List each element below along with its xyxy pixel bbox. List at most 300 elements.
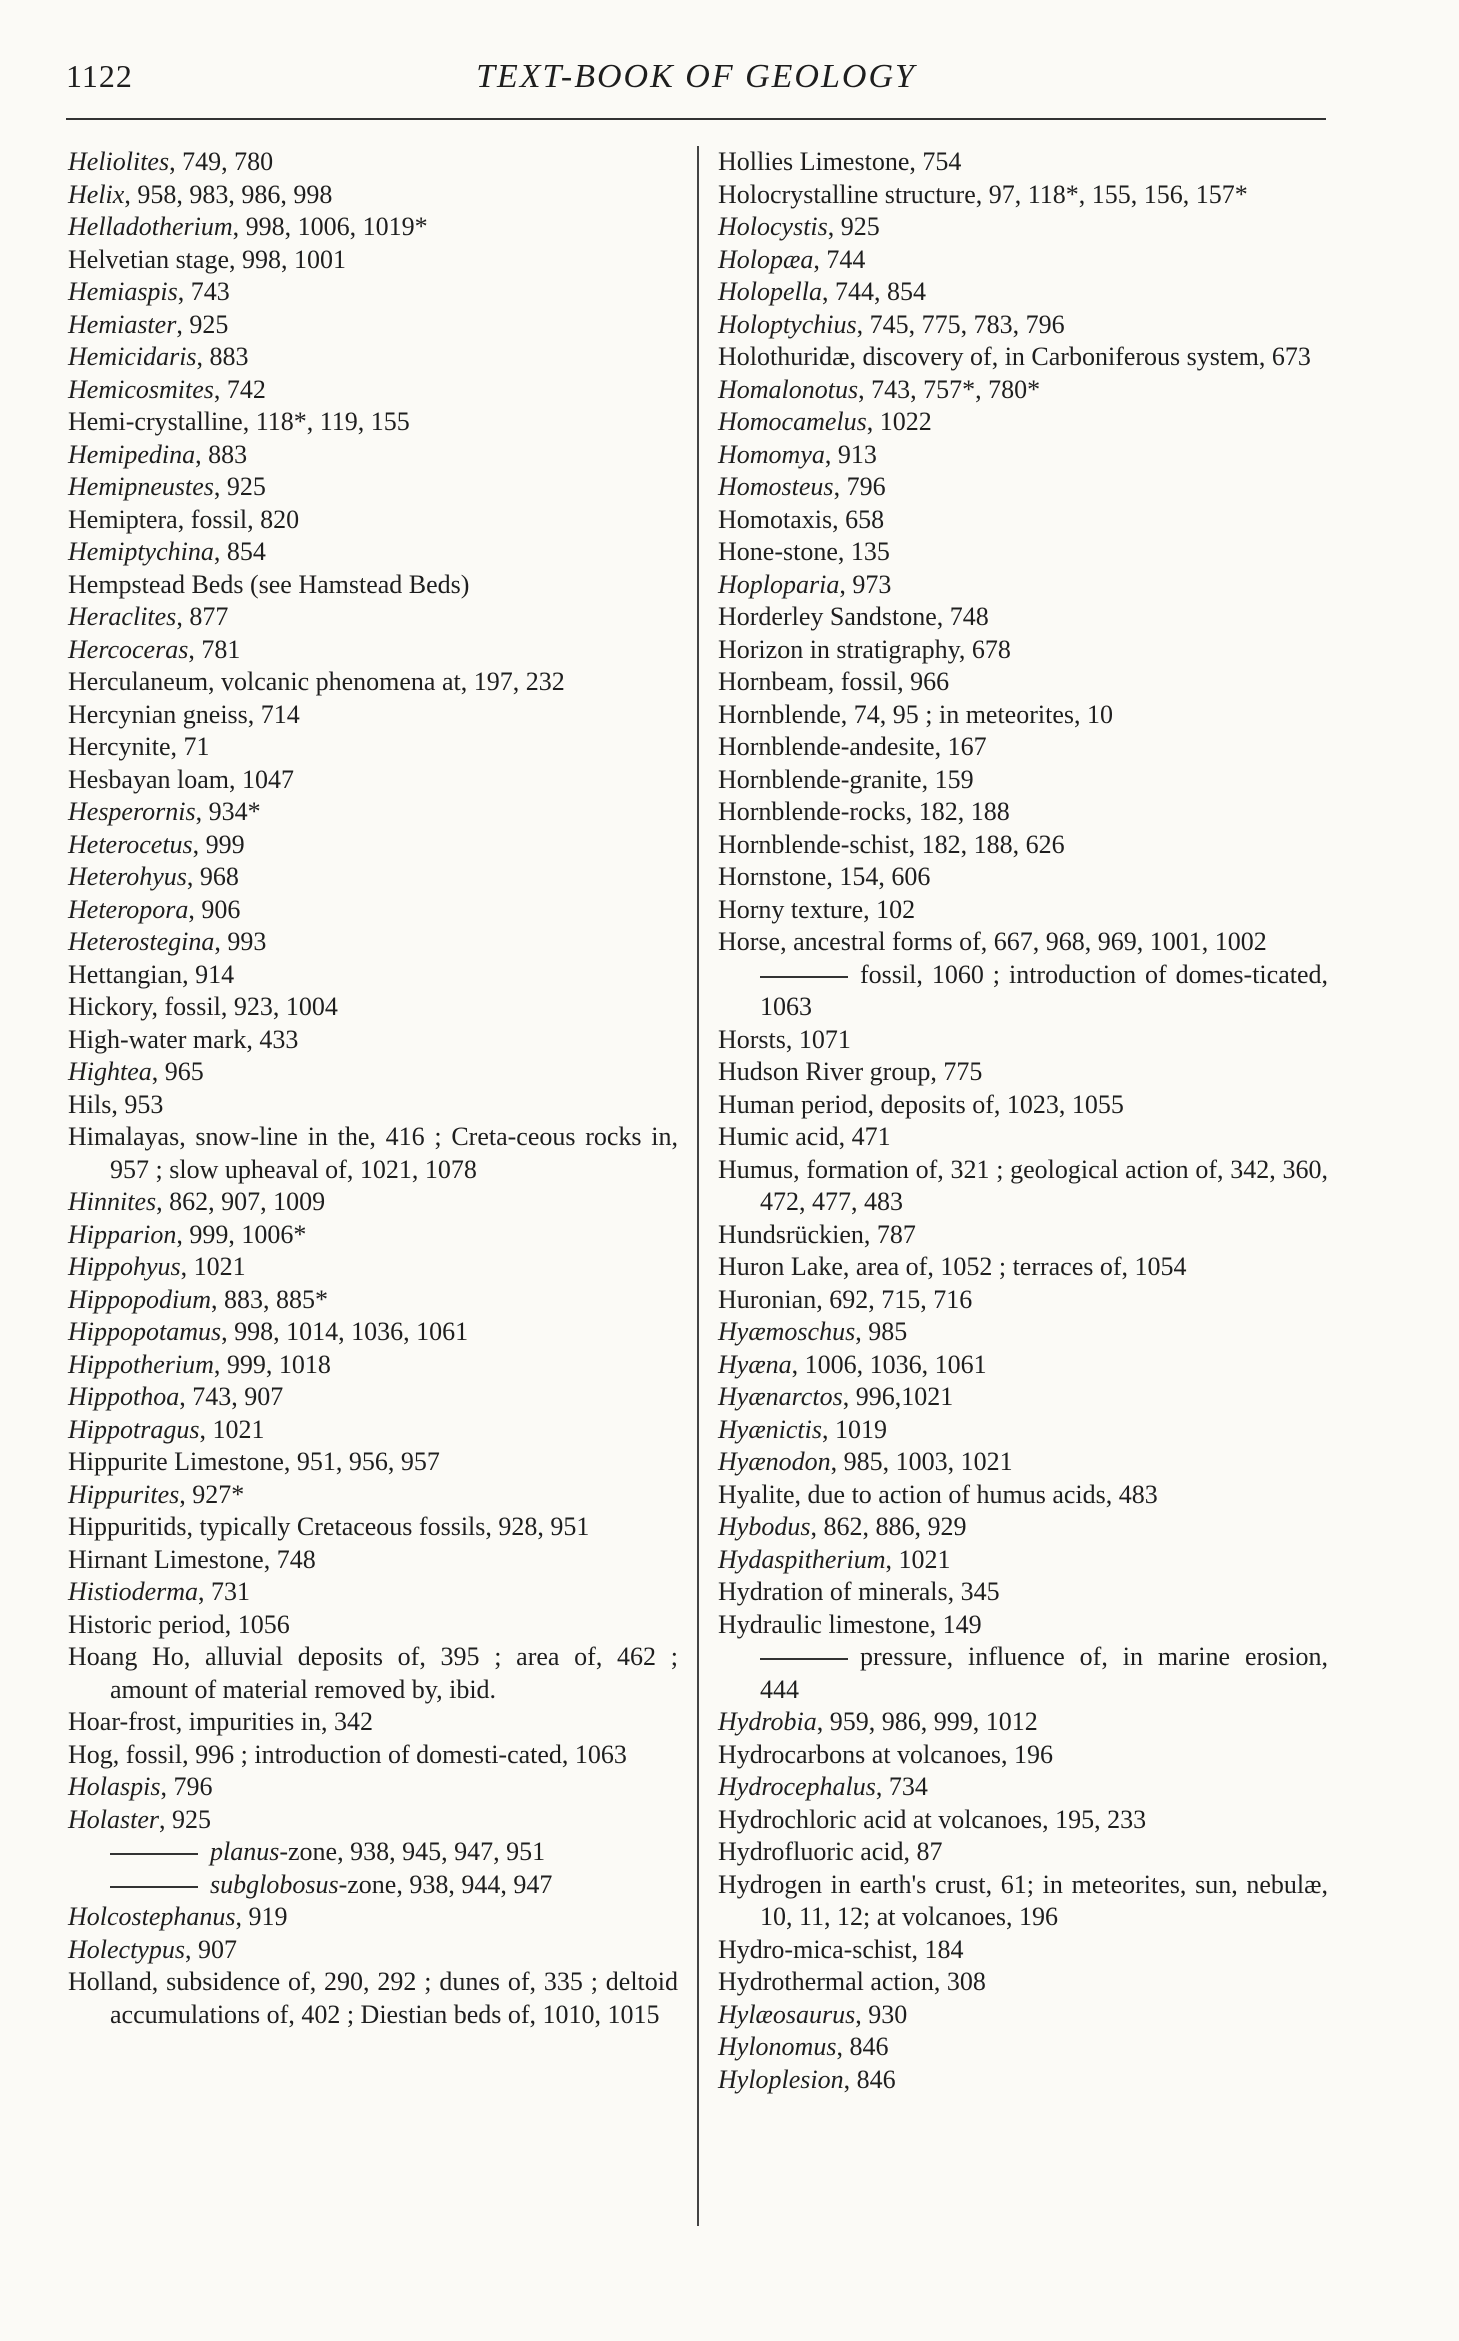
index-references: , 182, 188 xyxy=(905,797,1010,826)
index-entry xyxy=(68,1089,678,1122)
index-term: Hornblende xyxy=(718,699,841,729)
index-references: , 71 xyxy=(170,732,210,761)
index-term: Human period xyxy=(718,1089,868,1119)
index-entry xyxy=(718,504,1328,537)
index-entry xyxy=(718,796,1328,829)
index-entry xyxy=(718,276,1328,309)
index-term: Hydrobia xyxy=(718,1707,817,1736)
index-entry xyxy=(718,179,1328,212)
index-references: , 433 xyxy=(246,1024,299,1054)
index-term: Hippuritids xyxy=(68,1512,187,1541)
index-term: Hippopotamus xyxy=(68,1317,222,1346)
index-entry xyxy=(68,1284,678,1317)
index-term: Hippopodium xyxy=(68,1284,211,1314)
index-term: Hoang Ho xyxy=(68,1642,184,1671)
index-entry xyxy=(718,1316,1328,1349)
index-entry xyxy=(718,1284,1328,1317)
index-entry xyxy=(718,1154,1328,1219)
repeat-dash xyxy=(110,1886,198,1888)
header-rule xyxy=(66,118,1326,120)
index-term: Heraclites xyxy=(68,602,177,631)
index-entry xyxy=(718,1999,1328,2032)
index-entry xyxy=(718,829,1328,862)
index-entry xyxy=(68,1381,678,1414)
index-term: Huronian xyxy=(718,1284,817,1314)
index-references: , 934* xyxy=(195,797,261,826)
index-entry xyxy=(68,1739,678,1772)
index-term: Humus xyxy=(718,1154,794,1184)
index-entry xyxy=(68,244,678,277)
index-entry xyxy=(718,244,1328,277)
index-entry xyxy=(68,1706,678,1739)
index-entry xyxy=(68,1544,678,1577)
index-references: , 959, 986, 999, 1012 xyxy=(816,1707,1038,1736)
index-term: Holocystis xyxy=(718,212,828,241)
index-entry xyxy=(718,1511,1328,1544)
index-references: , 345 xyxy=(947,1577,1000,1606)
index-term: Hettangian xyxy=(68,959,183,989)
index-entry xyxy=(718,309,1328,342)
index-entry xyxy=(718,894,1328,927)
index-references: , 692, 715, 716 xyxy=(816,1284,973,1314)
index-term: Hollies Limestone xyxy=(718,147,910,176)
index-term: Hesperornis xyxy=(68,797,196,826)
index-references: , fossil, 996 ; introduction of domesti-cated, 1063 xyxy=(112,1739,627,1769)
index-term: Homosteus xyxy=(718,472,834,501)
index-entry xyxy=(718,666,1328,699)
index-term: Helladotherium xyxy=(68,212,233,241)
index-references: , 744 xyxy=(813,244,866,274)
index-entry xyxy=(718,1966,1328,1999)
index-entry xyxy=(718,1219,1328,1252)
index-entry xyxy=(718,439,1328,472)
index-entry xyxy=(68,146,678,179)
index-entry xyxy=(718,1349,1328,1382)
index-references: , 754 xyxy=(909,147,962,176)
index-entry xyxy=(68,211,678,244)
index-term: Hog xyxy=(68,1739,113,1769)
index-references: (see Hamstead Beds) xyxy=(243,569,470,599)
index-term: Humic acid xyxy=(718,1122,839,1151)
index-references: , 930 xyxy=(855,1999,908,2029)
index-references: , 745, 775, 783, 796 xyxy=(856,309,1065,339)
index-entry xyxy=(68,374,678,407)
index-references: , 678 xyxy=(958,634,1011,664)
index-term: Holectypus xyxy=(68,1934,185,1964)
index-term: Holopella xyxy=(718,277,822,306)
index-term: Hemiptychina xyxy=(68,537,214,566)
index-term: Hirnant Limestone xyxy=(68,1544,264,1574)
index-term: Hempstead Beds xyxy=(68,569,244,599)
index-entry xyxy=(68,1186,678,1219)
index-term: Hyloplesion xyxy=(718,2064,844,2094)
index-term: Hemiaspis xyxy=(68,277,178,306)
index-term: fossil xyxy=(860,959,917,989)
index-term: Horderley Sandstone xyxy=(718,602,937,631)
index-term: Helvetian stage xyxy=(68,244,229,274)
repeat-dash xyxy=(110,1853,198,1855)
index-term: Hesbayan loam xyxy=(68,764,230,794)
index-entry xyxy=(718,536,1328,569)
index-entry xyxy=(718,406,1328,439)
index-term: Hickory xyxy=(68,992,152,1021)
index-references: , 958, 983, 986, 998 xyxy=(124,179,333,209)
index-references: , 925 xyxy=(159,1804,211,1834)
index-entry xyxy=(68,829,678,862)
index-entry xyxy=(718,764,1328,797)
index-entry xyxy=(718,146,1328,179)
index-term: Holothuridæ xyxy=(718,342,850,371)
index-entry xyxy=(718,1544,1328,1577)
index-references: , 796 xyxy=(833,472,886,501)
index-references: , formation of, 321 ; geological action of, 342, 360, 472, 477, 483 xyxy=(760,1154,1328,1216)
index-references: , 953 xyxy=(111,1089,164,1119)
index-term: Horsts xyxy=(718,1024,786,1054)
index-references: , 118*, 119, 155 xyxy=(242,407,410,436)
index-entry xyxy=(68,1446,678,1479)
index-references: , 471 xyxy=(838,1122,891,1151)
index-entry xyxy=(718,1641,1328,1706)
index-references: -zone, 938, 945, 947, 951 xyxy=(279,1837,546,1866)
index-entry xyxy=(68,796,678,829)
index-entry xyxy=(68,1316,678,1349)
index-term: Hydrochloric acid at volcanoes xyxy=(718,1804,1043,1834)
index-entry xyxy=(68,1576,678,1609)
index-entry xyxy=(68,276,678,309)
index-entry xyxy=(68,1869,678,1902)
index-term: Heterohyus xyxy=(68,862,187,891)
index-references: , 883 xyxy=(196,342,249,371)
index-term: Hydrothermal action xyxy=(718,1967,934,1996)
index-references: , 182, 188, 626 xyxy=(908,829,1065,859)
index-references: , subsidence of, 290, 292 ; dunes of, 335 ; deltoid accumulations of, 402 ; Diestian beds of, 1010, 1015 xyxy=(110,1967,678,2029)
index-references: , 993 xyxy=(214,927,267,956)
index-references: , 846 xyxy=(843,2064,896,2094)
index-references: , typically Cretaceous fossils, 928, 951 xyxy=(186,1512,590,1541)
index-term: subglobosus xyxy=(210,1869,339,1899)
index-entry xyxy=(718,471,1328,504)
index-references: , 907 xyxy=(184,1934,237,1964)
index-term: Homomya xyxy=(718,439,825,469)
index-references: , 658 xyxy=(832,504,885,534)
index-entry xyxy=(68,1251,678,1284)
index-references: , 1021 xyxy=(180,1252,246,1281)
index-term: Hemiptera xyxy=(68,504,178,534)
index-references: -zone, 938, 944, 947 xyxy=(338,1869,553,1899)
index-entry xyxy=(68,959,678,992)
index-entry xyxy=(68,861,678,894)
index-references: , 998, 1006, 1019* xyxy=(232,212,428,241)
index-entry xyxy=(68,1836,678,1869)
index-references: , 862, 886, 929 xyxy=(810,1512,967,1541)
index-references: , 883, 885* xyxy=(211,1284,328,1314)
index-term: Holoptychius xyxy=(718,309,857,339)
index-entry xyxy=(68,439,678,472)
index-references: , 734 xyxy=(875,1772,928,1801)
index-term: Hydrogen in earth's crust xyxy=(718,1869,986,1899)
index-column-left xyxy=(68,146,678,2031)
index-term: Hornstone xyxy=(718,862,827,891)
index-entry xyxy=(68,1901,678,1934)
index-term: Hinnites xyxy=(68,1187,157,1216)
index-entry xyxy=(68,1934,678,1967)
index-term: Homocamelus xyxy=(718,407,867,436)
index-entry xyxy=(68,1771,678,1804)
index-references: , 149 xyxy=(929,1609,982,1639)
index-entry xyxy=(718,569,1328,602)
index-references: , 985, 1003, 1021 xyxy=(830,1447,1013,1476)
index-entry xyxy=(718,1056,1328,1089)
index-references: , 968 xyxy=(186,862,239,891)
index-term: Hornblende-granite xyxy=(718,764,922,794)
index-references: , 744, 854 xyxy=(822,277,926,306)
index-term: Hone-stone xyxy=(718,537,838,566)
index-references: , fossil, 820 xyxy=(177,504,300,534)
index-term: Hoploparia xyxy=(718,569,840,599)
index-entry xyxy=(68,894,678,927)
index-references: , 996,1021 xyxy=(842,1382,954,1411)
index-references: , 167 xyxy=(934,732,987,761)
index-term: Hippurite Limestone xyxy=(68,1447,284,1476)
index-references: , 906 xyxy=(188,894,241,924)
index-references: , 1022 xyxy=(866,407,932,436)
index-term: Hydro-mica-schist xyxy=(718,1934,912,1964)
index-entry xyxy=(718,1706,1328,1739)
index-references: , 749, 780 xyxy=(169,147,274,176)
index-references: , 999, 1018 xyxy=(213,1349,331,1379)
index-references: , area of, 1052 ; terraces of, 1054 xyxy=(842,1252,1187,1281)
index-references: , 743, 907 xyxy=(179,1382,284,1411)
index-entry xyxy=(718,731,1328,764)
index-entry xyxy=(68,536,678,569)
index-entry xyxy=(68,309,678,342)
index-references: , 796 xyxy=(160,1772,213,1801)
index-term: Holaster xyxy=(68,1804,159,1834)
index-entry xyxy=(68,601,678,634)
page-number: 1122 xyxy=(66,58,133,94)
index-entry xyxy=(68,1349,678,1382)
index-references: , 748 xyxy=(263,1544,316,1574)
index-term: Hemi-crystalline xyxy=(68,407,243,436)
index-references: , 1019 xyxy=(822,1414,887,1444)
index-entry xyxy=(718,699,1328,732)
index-term: planus xyxy=(210,1837,280,1866)
index-term: Homotaxis xyxy=(718,504,833,534)
index-entry xyxy=(718,926,1328,959)
index-references: , 965 xyxy=(151,1057,204,1086)
index-entry xyxy=(68,634,678,667)
index-entry xyxy=(718,959,1328,1024)
index-entry xyxy=(718,1121,1328,1154)
index-term: Hudson River group xyxy=(718,1057,931,1086)
column-divider xyxy=(697,146,699,2226)
index-entry xyxy=(718,211,1328,244)
index-entry xyxy=(68,406,678,439)
index-references: , 1021 xyxy=(199,1414,265,1444)
index-references: , 1006, 1036, 1061 xyxy=(791,1349,987,1379)
index-term: Holcostephanus xyxy=(68,1902,236,1931)
index-term: Hydration of minerals xyxy=(718,1577,948,1606)
index-entry xyxy=(68,179,678,212)
index-term: Hydrocarbons at volcanoes xyxy=(718,1739,1002,1769)
index-term: Helix xyxy=(68,179,125,209)
index-term: Hylonomus xyxy=(718,2032,837,2061)
index-term: Holaspis xyxy=(68,1772,161,1801)
index-entry xyxy=(718,1804,1328,1837)
index-references: , 998, 1014, 1036, 1061 xyxy=(221,1317,469,1346)
index-term: Heteropora xyxy=(68,894,189,924)
index-references: , 998, 1001 xyxy=(229,244,346,274)
index-references: , 854 xyxy=(213,537,266,566)
index-entry xyxy=(718,374,1328,407)
index-references: , 999 xyxy=(192,829,245,859)
index-column-right xyxy=(718,146,1328,2096)
index-entry xyxy=(718,1479,1328,1512)
index-references: , deposits of, 1023, 1055 xyxy=(867,1089,1124,1119)
index-entry xyxy=(68,1121,678,1186)
index-entry xyxy=(718,1836,1328,1869)
repeat-dash xyxy=(760,1658,848,1660)
index-term: Hydrofluoric acid xyxy=(718,1837,904,1866)
index-term: Heliolites xyxy=(68,147,170,176)
index-references: , 913 xyxy=(824,439,877,469)
index-references: , 154, 606 xyxy=(826,862,931,891)
index-term: Horizon in stratigraphy xyxy=(718,634,959,664)
index-entry xyxy=(68,666,678,699)
index-entry xyxy=(68,1056,678,1089)
index-term: Hippothoa xyxy=(68,1382,180,1411)
index-references: , 775 xyxy=(930,1057,983,1086)
page-header xyxy=(66,58,1326,108)
index-entry xyxy=(68,1966,678,2031)
index-term: Homalonotus xyxy=(718,374,859,404)
index-references: , ancestral forms of, 667, 968, 969, 1001, 1002 xyxy=(780,927,1267,956)
index-references: , fossil, 923, 1004 xyxy=(151,992,338,1021)
index-term: Hercoceras xyxy=(68,634,189,664)
index-entry xyxy=(68,471,678,504)
index-references: , influence of, in marine erosion, 444 xyxy=(760,1642,1328,1704)
index-term: Heterocetus xyxy=(68,829,193,859)
index-references: , 87 xyxy=(903,1837,943,1866)
index-references: , 74, 95 ; in meteorites, 10 xyxy=(840,699,1113,729)
index-references: , snow-line in the, 416 ; Creta-ceous rocks in, 957 ; slow upheaval of, 1021, 1078 xyxy=(110,1122,678,1184)
index-references: , 787 xyxy=(863,1219,916,1249)
index-term: Hippotragus xyxy=(68,1414,200,1444)
index-term: Hippurites xyxy=(68,1479,180,1509)
index-term: Hornblende-schist xyxy=(718,829,909,859)
index-term: Hyænarctos xyxy=(718,1382,843,1411)
index-term: Hipparion xyxy=(68,1219,177,1249)
index-references: , 184 xyxy=(911,1934,964,1964)
index-term: Hornblende-rocks xyxy=(718,797,906,826)
index-term: Hercynian gneiss xyxy=(68,699,248,729)
index-entry xyxy=(718,1576,1328,1609)
index-entry xyxy=(68,991,678,1024)
index-references: , 195, 233 xyxy=(1042,1804,1147,1834)
index-term: Hyæna xyxy=(718,1349,792,1379)
index-references: , 97, 118*, 155, 156, 157* xyxy=(975,179,1248,209)
index-entry xyxy=(718,861,1328,894)
index-references: , 159 xyxy=(921,764,974,794)
index-references: , 1021 xyxy=(885,1544,951,1574)
index-term: Hornblende-andesite xyxy=(718,732,935,761)
index-entry xyxy=(718,1739,1328,1772)
index-entry xyxy=(68,1641,678,1706)
index-entry xyxy=(718,2031,1328,2064)
index-term: Hippohyus xyxy=(68,1252,181,1281)
index-term: Huron Lake xyxy=(718,1252,843,1281)
index-term: Hercynite xyxy=(68,732,171,761)
index-references: , due to action of humus acids, 483 xyxy=(794,1479,1158,1509)
index-references: , 714 xyxy=(247,699,300,729)
index-term: Historic period xyxy=(68,1609,225,1639)
index-term: Hyæmoschus xyxy=(718,1317,856,1346)
index-term: Hemipedina xyxy=(68,439,196,469)
index-term: Holland xyxy=(68,1967,152,1996)
index-entry xyxy=(718,1934,1328,1967)
index-entry xyxy=(68,926,678,959)
index-references: , 135 xyxy=(837,537,890,566)
index-references: , 1056 xyxy=(224,1609,290,1639)
index-entry xyxy=(718,1089,1328,1122)
index-entry xyxy=(68,1804,678,1837)
index-term: Hydraulic limestone xyxy=(718,1609,930,1639)
index-references: , 61; in meteorites, sun, nebulæ, 10, 11, 12; at volcanoes, 196 xyxy=(760,1869,1328,1931)
index-term: Histioderma xyxy=(68,1577,198,1606)
index-term: Horse xyxy=(718,927,781,956)
index-term: pressure xyxy=(860,1642,947,1671)
index-entry xyxy=(718,341,1328,374)
index-entry xyxy=(718,1446,1328,1479)
index-references: , 196 xyxy=(1001,1739,1054,1769)
index-references: , 781 xyxy=(188,634,241,664)
index-references: , 951, 956, 957 xyxy=(283,1447,440,1476)
index-references: , 308 xyxy=(933,1967,986,1996)
index-references: , 846 xyxy=(836,2032,889,2061)
index-term: Hemicidaris xyxy=(68,342,197,371)
index-term: Herculaneum xyxy=(68,667,209,696)
index-entry xyxy=(718,2064,1328,2097)
index-entry xyxy=(718,1024,1328,1057)
index-entry xyxy=(68,699,678,732)
index-references: , 985 xyxy=(855,1317,908,1346)
index-entry xyxy=(68,731,678,764)
index-entry xyxy=(718,1251,1328,1284)
index-term: Holopæa xyxy=(718,244,814,274)
index-references: , impurities in, 342 xyxy=(175,1707,373,1736)
index-term: Hundsrückien xyxy=(718,1219,864,1249)
index-references: , 743, 757*, 780* xyxy=(858,374,1041,404)
index-term: Hyænodon xyxy=(718,1447,831,1476)
index-term: Horny texture xyxy=(718,894,864,924)
index-references: , 1047 xyxy=(229,764,295,794)
repeat-dash xyxy=(760,976,848,978)
index-entry xyxy=(68,1609,678,1642)
index-entry xyxy=(68,764,678,797)
index-references: , fossil, 966 xyxy=(827,667,950,696)
index-term: Hornbeam xyxy=(718,667,828,696)
index-term: Hyænictis xyxy=(718,1414,822,1444)
index-references: , 927* xyxy=(179,1479,245,1509)
index-references: , volcanic phenomena at, 197, 232 xyxy=(208,667,565,696)
index-term: Heterostegina xyxy=(68,927,215,956)
index-references: , 1060 ; introduction of domes-ticated, 1063 xyxy=(760,959,1328,1021)
index-term: Holocrystalline structure xyxy=(718,179,976,209)
index-entry xyxy=(68,569,678,602)
index-entry xyxy=(68,504,678,537)
index-references: , discovery of, in Carboniferous system, 673 xyxy=(849,342,1311,371)
index-term: Hydaspitherium xyxy=(718,1544,886,1574)
